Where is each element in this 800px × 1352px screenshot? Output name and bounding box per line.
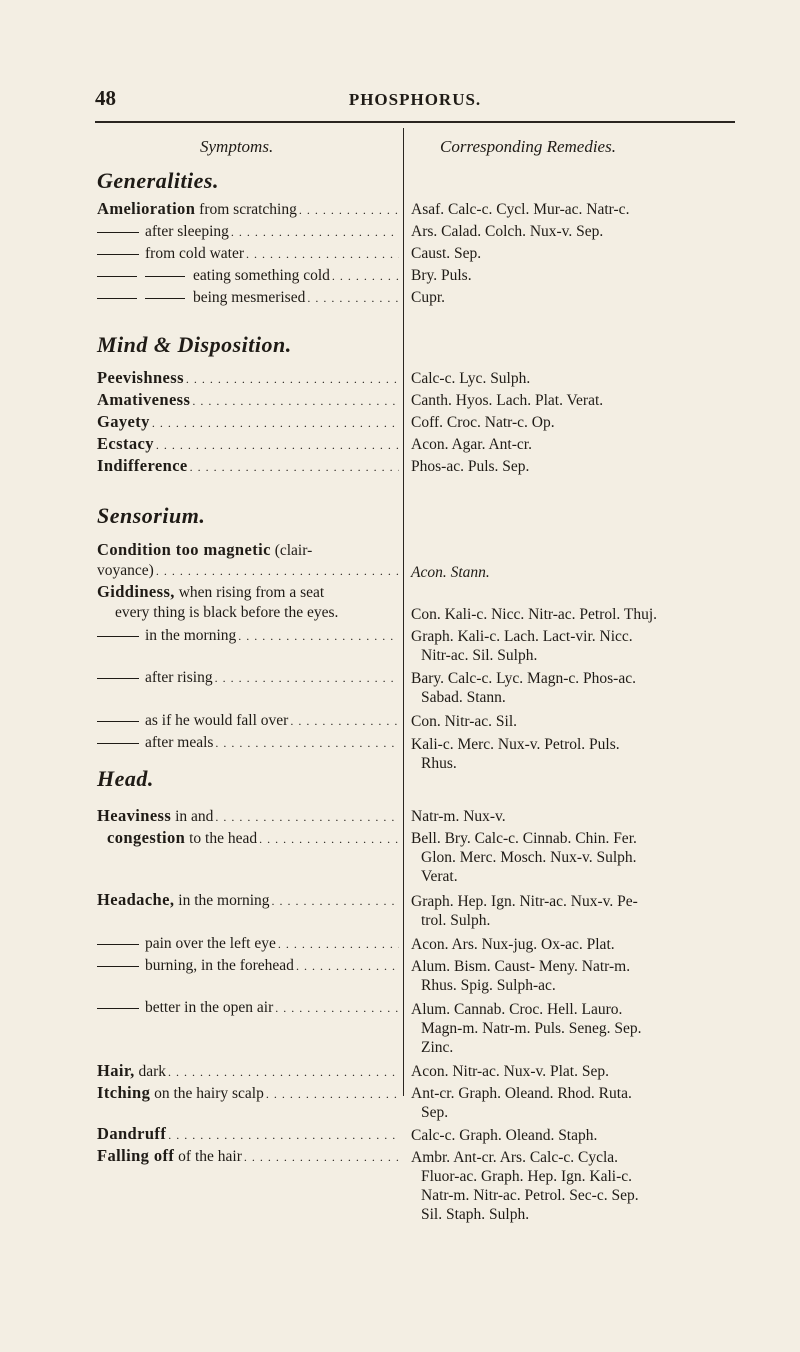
remedy-entry: Bell. Bry. Calc-c. Cinnab. Chin. Fer. Glon. Merc. Mosch. Nux-v. Sulph. Verat.	[411, 830, 637, 885]
symptom-row: Hair, dark . . .	[97, 1061, 399, 1082]
page-number: 48	[95, 86, 116, 110]
remedy-entry: Con. Nitr-ac. Sil.	[411, 713, 518, 730]
page-header	[95, 86, 735, 116]
symptom-row: eating something cold . . .	[97, 266, 399, 286]
symptom-row: being mesmerised . . .	[97, 288, 399, 308]
remedy-entry: Kali-c. Merc. Nux-v. Petrol. Puls. Rhus.	[411, 736, 620, 772]
remedy-entry: Acon. Agar. Ant-cr.	[411, 436, 532, 453]
symptom-row: Indifference . . .	[97, 456, 399, 477]
remedy-entry: Ambr. Ant-cr. Ars. Calc-c. Cycla. Fluor-ac. Graph. Hep. Ign. Kali-c. Natr-m. Nitr-ac. Petrol. Sec-c. Sep. Sil. Staph. Sulph.	[411, 1149, 639, 1223]
symptoms-column-heading: Symptoms.	[200, 137, 274, 156]
remedy-entry: Asaf. Calc-c. Cycl. Mur-ac. Natr-c.	[411, 201, 630, 218]
remedy-entry: Acon. Nitr-ac. Nux-v. Plat. Sep.	[411, 1063, 609, 1080]
symptom-row: Giddiness, when rising from a seat every thing is black before the eyes.	[97, 582, 339, 621]
remedy-entry: Coff. Croc. Natr-c. Op.	[411, 414, 555, 431]
running-title: PHOSPHORUS.	[348, 90, 482, 109]
symptom-row: Dandruff . . .	[97, 1124, 399, 1145]
remedy-entry: Con. Kali-c. Nicc. Nitr-ac. Petrol. Thuj.	[411, 606, 658, 623]
remedy-entry: Calc-c. Lyc. Sulph.	[411, 370, 531, 387]
symptom-row: Peevishness . . .	[97, 368, 399, 389]
remedy-entry: Cupr.	[411, 289, 446, 306]
section-mind-disposition: Mind & Disposition.	[97, 332, 292, 357]
remedy-entry: Natr-m. Nux-v.	[411, 808, 506, 825]
symptom-row: Condition too magnetic (clair- voyance) . . .	[97, 540, 399, 581]
symptom-row: Amativeness . . .	[97, 390, 399, 411]
symptom-row: better in the open air . . .	[97, 998, 399, 1018]
remedy-entry: Graph. Kali-c. Lach. Lact-vir. Nicc. Nitr-ac. Sil. Sulph.	[411, 628, 633, 664]
symptom-row: in the morning . . .	[97, 626, 399, 646]
section-head: Head.	[97, 766, 154, 791]
symptom-row: Falling off of the hair . . .	[97, 1146, 399, 1167]
remedy-entry: Graph. Hep. Ign. Nitr-ac. Nux-v. Pe- trol. Sulph.	[411, 893, 638, 929]
remedy-entry: Phos-ac. Puls. Sep.	[411, 458, 530, 475]
symptom-row: Itching on the hairy scalp . . .	[97, 1083, 399, 1104]
remedy-entry: Ars. Calad. Colch. Nux-v. Sep.	[411, 223, 604, 240]
symptom-row: Gayety . . .	[97, 412, 399, 433]
column-divider	[403, 128, 404, 1096]
symptom-row: congestion to the head . . .	[97, 828, 399, 849]
symptom-row: after rising . . .	[97, 668, 399, 688]
symptom-row: burning, in the forehead . . .	[97, 956, 399, 976]
remedies-column-heading: Corresponding Remedies.	[440, 137, 616, 156]
symptom-row: Amelioration from scratching . . .	[97, 199, 399, 220]
symptom-row: Heaviness in and . . .	[97, 806, 399, 827]
symptom-row: Headache, in the morning . . .	[97, 890, 399, 911]
remedy-entry: Alum. Bism. Caust- Meny. Natr-m. Rhus. Spig. Sulph-ac.	[411, 958, 631, 994]
remedy-entry: Bary. Calc-c. Lyc. Magn-c. Phos-ac. Sabad. Stann.	[411, 670, 636, 706]
remedy-entry: Calc-c. Graph. Oleand. Staph.	[411, 1127, 598, 1144]
symptom-row: from cold water . . .	[97, 244, 399, 264]
remedy-entry: Canth. Hyos. Lach. Plat. Verat.	[411, 392, 604, 409]
remedy-entry: Ant-cr. Graph. Oleand. Rhod. Ruta. Sep.	[411, 1085, 632, 1121]
symptom-row: after sleeping . . .	[97, 222, 399, 242]
remedy-entry: Caust. Sep.	[411, 245, 482, 262]
remedy-entry: Bry. Puls.	[411, 267, 472, 284]
remedy-entry: Alum. Cannab. Croc. Hell. Lauro. Magn-m. Natr-m. Puls. Seneg. Sep. Zinc.	[411, 1001, 642, 1056]
section-sensorium: Sensorium.	[97, 503, 206, 528]
section-generalities: Generalities.	[97, 168, 219, 193]
remedy-entry: Acon. Ars. Nux-jug. Ox-ac. Plat.	[411, 936, 615, 953]
header-rule	[95, 121, 735, 123]
symptom-row: after meals . . .	[97, 733, 399, 753]
remedy-entry: Acon. Stann.	[411, 564, 490, 581]
symptom-row: as if he would fall over . . .	[97, 711, 399, 731]
symptom-row: pain over the left eye . . .	[97, 934, 399, 954]
symptom-row: Ecstacy . . .	[97, 434, 399, 455]
